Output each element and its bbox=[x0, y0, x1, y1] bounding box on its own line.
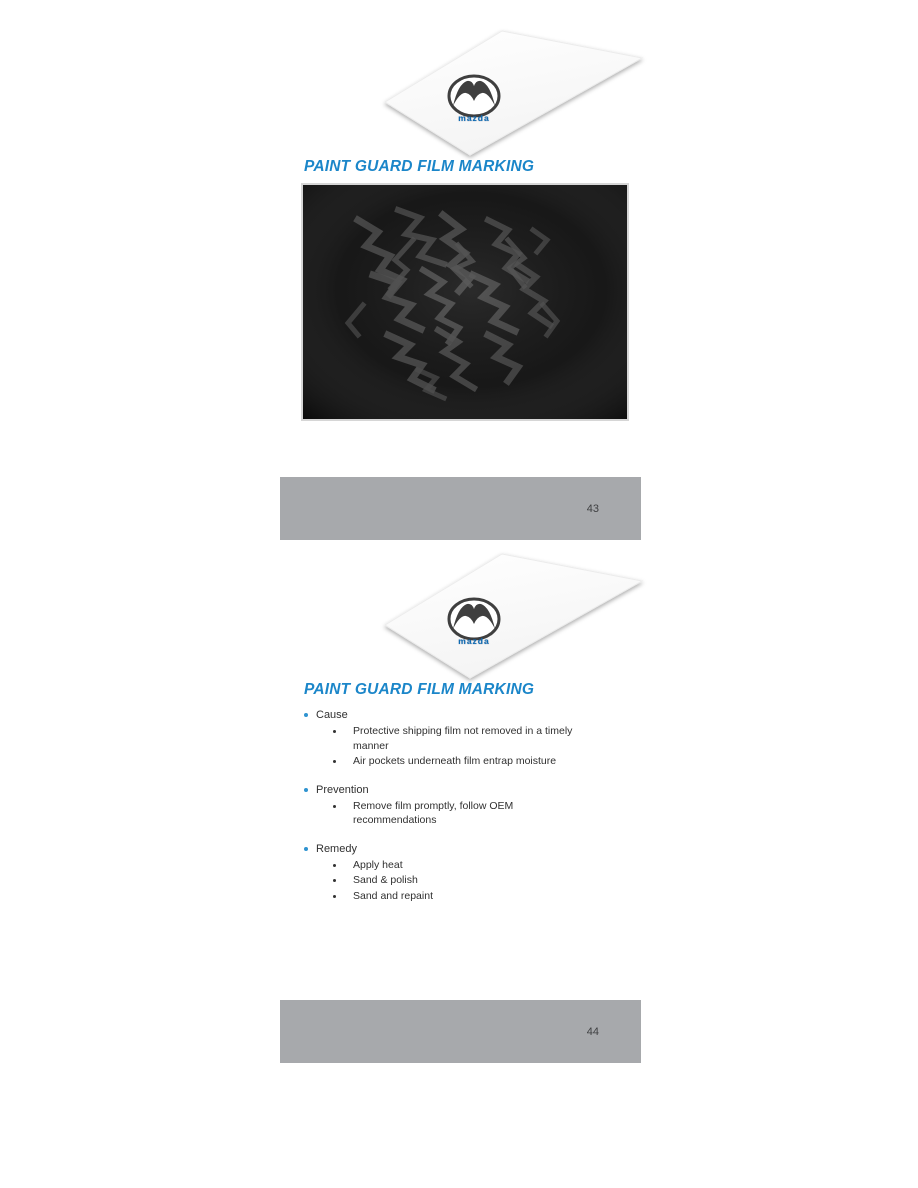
sub-bullet-text: Remove film promptly, follow OEM recommendations bbox=[353, 799, 514, 826]
paint-guard-film-photo bbox=[301, 183, 629, 421]
sub-bullet-row bbox=[300, 858, 590, 873]
mazda-diamond-header bbox=[378, 549, 648, 683]
sub-bullet-icon bbox=[333, 879, 336, 882]
sub-bullet-text: Sand & polish bbox=[353, 874, 418, 886]
sub-bullet-icon bbox=[333, 760, 336, 763]
slide-44 bbox=[0, 523, 918, 1068]
sub-bullet-row bbox=[300, 754, 590, 769]
diamond-shape bbox=[385, 31, 642, 155]
bullet-label: Cause bbox=[316, 709, 348, 721]
bullet-icon bbox=[304, 847, 308, 851]
bullet-icon bbox=[304, 788, 308, 792]
bullet-label: Remedy bbox=[316, 842, 357, 855]
bullet-icon bbox=[304, 713, 308, 717]
sub-bullet-icon bbox=[333, 730, 336, 733]
sub-bullet-icon bbox=[333, 805, 336, 808]
bullet-group-prevention bbox=[300, 782, 600, 828]
bullet-l1-row bbox=[300, 707, 600, 723]
sub-bullet-text: Sand and repaint bbox=[353, 889, 433, 902]
sub-bullet-row bbox=[300, 873, 590, 888]
sub-bullet-icon bbox=[333, 864, 336, 867]
page-number: 43 bbox=[586, 503, 599, 515]
bullet-group-remedy bbox=[300, 841, 600, 904]
mazda-emblem-icon bbox=[449, 599, 499, 639]
sub-bullet-text: Apply heat bbox=[353, 858, 403, 871]
sub-bullet-row bbox=[300, 724, 590, 753]
film-marking-pattern bbox=[303, 185, 627, 419]
bullet-group-cause bbox=[300, 707, 600, 769]
mazda-wordmark: mazda bbox=[458, 636, 490, 646]
bullet-l1-row bbox=[300, 841, 600, 857]
bullet-l1-row bbox=[300, 782, 600, 798]
slide-43 bbox=[0, 0, 918, 545]
slide-title: PAINT GUARD FILM MARKING bbox=[304, 158, 535, 175]
mazda-wordmark: mazda bbox=[458, 113, 490, 123]
sub-bullet-text: Air pockets underneath film entrap moisture bbox=[353, 755, 557, 767]
sub-bullet-text: Protective shipping film not removed in a timely manner bbox=[353, 725, 573, 752]
bullet-label: Prevention bbox=[316, 783, 369, 796]
sub-bullet-icon bbox=[333, 895, 336, 898]
mazda-emblem-icon bbox=[449, 76, 499, 116]
sub-bullet-row bbox=[300, 799, 590, 828]
mazda-diamond-header bbox=[378, 26, 648, 160]
diamond-shape bbox=[385, 554, 642, 678]
bullet-list bbox=[300, 707, 600, 916]
page-number: 44 bbox=[586, 1026, 599, 1038]
slide-footer bbox=[280, 1000, 641, 1063]
sub-bullet-row bbox=[300, 889, 590, 904]
slide-title: PAINT GUARD FILM MARKING bbox=[304, 681, 535, 698]
